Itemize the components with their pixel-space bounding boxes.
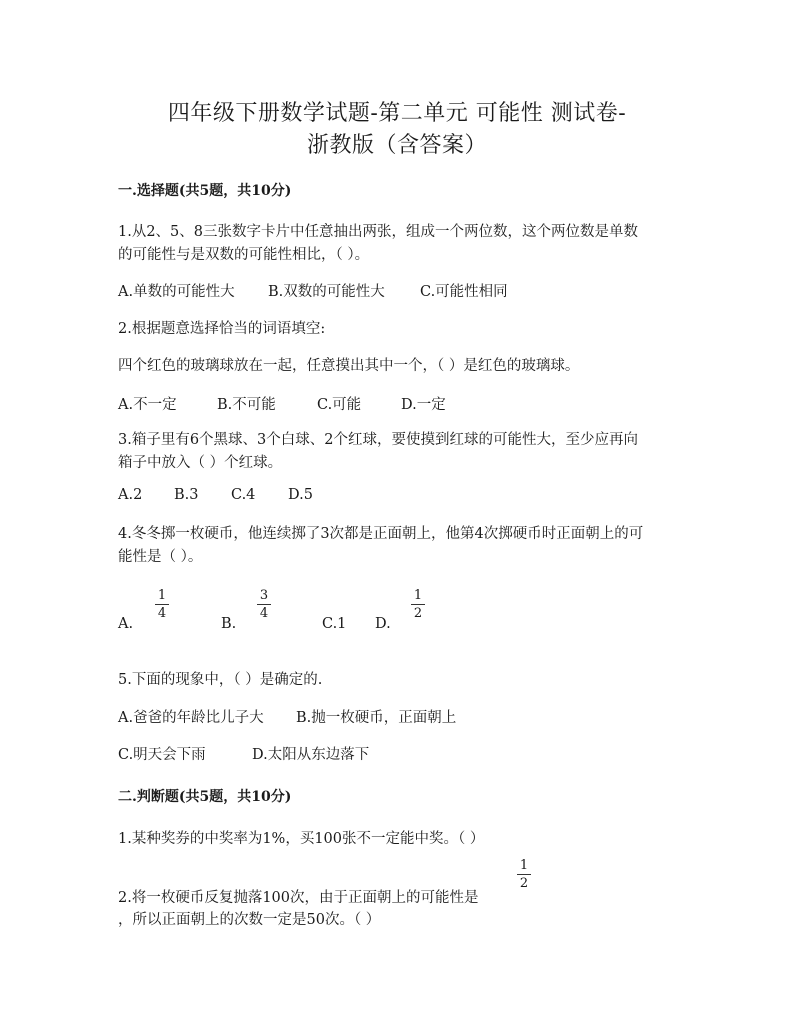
question-2-text: 2.根据题意选择恰当的词语填空:	[118, 321, 326, 337]
q4-fraction-d	[410, 588, 426, 621]
q5-option-b: B.抛一枚硬币，正面朝上	[296, 710, 457, 726]
q1-option-b: B.双数的可能性大	[268, 284, 385, 300]
fraction-denominator: 4	[259, 606, 269, 621]
question-4-text: 4.冬冬掷一枚硬币，他连续掷了3次都是正面朝上，他第4次掷硬币时正面朝上的可	[118, 526, 644, 542]
section-heading-choice: 一.选择题(共5题，共10分)	[118, 183, 292, 199]
page-title-line2: 浙教版（含答案）	[306, 133, 487, 158]
question-3-text-cont: 箱子中放入（ ）个红球。	[118, 455, 283, 471]
q5-option-c: C.明天会下雨	[118, 747, 206, 763]
page-title-line1: 四年级下册数学试题-第二单元 可能性 测试卷-	[167, 101, 627, 126]
q2-option-a: A.不一定	[118, 397, 177, 413]
q4-option-a: A.	[118, 616, 134, 632]
q3-option-a: A.2	[118, 487, 143, 503]
q5-option-a: A.爸爸的年龄比儿子大	[118, 710, 264, 726]
question-3-text: 3.箱子里有6个黑球、3个白球、2个红球，要使摸到红球的可能性大，至少应再向	[118, 432, 639, 448]
fraction-numerator: 1	[157, 588, 167, 603]
judge-q2-fraction	[516, 858, 532, 891]
fraction-numerator: 3	[259, 588, 269, 603]
q4-fraction-b	[256, 588, 272, 621]
fraction-bar	[155, 604, 169, 605]
fraction-bar	[517, 874, 531, 875]
q4-option-b: B.	[221, 616, 237, 632]
q1-option-c: C.可能性相同	[420, 284, 508, 300]
q2-option-d: D.一定	[401, 397, 446, 413]
section-heading-judge: 二.判断题(共5题，共10分)	[118, 789, 292, 805]
question-1-text-cont: 的可能性与是双数的可能性相比，（ ）。	[118, 247, 370, 263]
q4-option-c: C.1	[322, 616, 347, 632]
fraction-numerator: 1	[413, 588, 423, 603]
question-4-text-cont: 能性是（ ）。	[118, 549, 203, 565]
q5-option-d: D.太阳从东边落下	[252, 747, 370, 763]
q4-option-d: D.	[375, 616, 391, 632]
fraction-denominator: 2	[413, 606, 423, 621]
fraction-bar	[411, 604, 425, 605]
judge-question-2-text: 2.将一枚硬币反复抛落100次，由于正面朝上的可能性是	[118, 890, 479, 906]
q3-option-c: C.4	[231, 487, 256, 503]
q2-option-c: C.可能	[317, 397, 362, 413]
fraction-bar	[257, 604, 271, 605]
q3-option-b: B.3	[174, 487, 199, 503]
judge-question-2-text-cont: ，所以正面朝上的次数一定是50次。（ ）	[118, 912, 381, 928]
q2-option-b: B.不可能	[217, 397, 276, 413]
question-2-text-cont: 四个红色的玻璃球放在一起，任意摸出其中一个，（ ）是红色的玻璃球。	[118, 358, 580, 374]
question-5-text: 5.下面的现象中，（ ）是确定的.	[118, 672, 323, 688]
question-1-text: 1.从2、5、8三张数字卡片中任意抽出两张，组成一个两位数，这个两位数是单数	[118, 224, 639, 240]
q1-option-a: A.单数的可能性大	[118, 284, 235, 300]
fraction-numerator: 1	[519, 858, 529, 873]
q4-fraction-a	[154, 588, 170, 621]
fraction-denominator: 4	[157, 606, 167, 621]
fraction-denominator: 2	[519, 876, 529, 891]
q3-option-d: D.5	[288, 487, 313, 503]
judge-question-1-text: 1.某种奖券的中奖率为1%，买100张不一定能中奖。（ ）	[118, 831, 485, 847]
